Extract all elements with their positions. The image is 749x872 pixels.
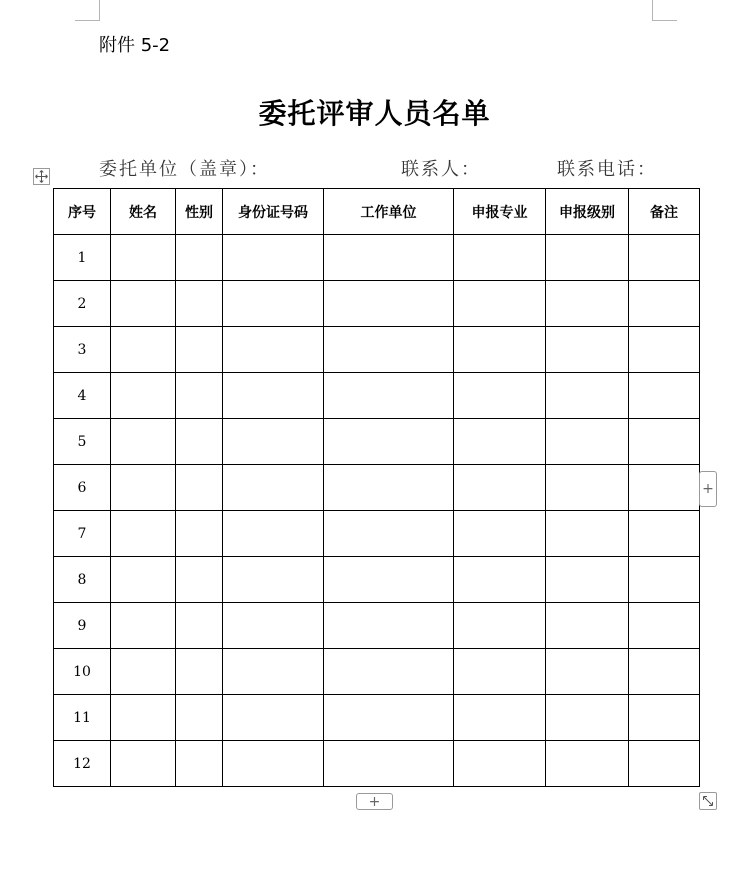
table-row [54, 557, 700, 603]
name-cell[interactable] [111, 695, 176, 741]
remarks-cell[interactable] [629, 465, 700, 511]
specialty-cell[interactable] [454, 649, 546, 695]
serial-number-cell: 9 [54, 603, 111, 649]
gender-cell[interactable] [176, 557, 223, 603]
id-number-cell[interactable] [223, 741, 324, 787]
gender-cell[interactable] [176, 649, 223, 695]
table-row [54, 603, 700, 649]
serial-number-cell: 12 [54, 741, 111, 787]
specialty-cell[interactable] [454, 373, 546, 419]
table-row [54, 511, 700, 557]
gender-cell[interactable] [176, 419, 223, 465]
gender-cell[interactable] [176, 741, 223, 787]
gender-cell[interactable] [176, 327, 223, 373]
serial-number-cell: 5 [54, 419, 111, 465]
page-corner-mark-right [652, 0, 677, 21]
work-unit-cell[interactable] [324, 373, 454, 419]
remarks-cell[interactable] [629, 557, 700, 603]
specialty-cell[interactable] [454, 281, 546, 327]
header-gender: 性别 [176, 189, 223, 235]
id-number-cell[interactable] [223, 327, 324, 373]
id-number-cell[interactable] [223, 557, 324, 603]
level-cell[interactable] [546, 741, 629, 787]
id-number-cell[interactable] [223, 419, 324, 465]
name-cell[interactable] [111, 419, 176, 465]
header-remarks: 备注 [629, 189, 700, 235]
work-unit-cell[interactable] [324, 327, 454, 373]
remarks-cell[interactable] [629, 373, 700, 419]
header-declared-level: 申报级别 [546, 189, 629, 235]
work-unit-cell[interactable] [324, 741, 454, 787]
remarks-cell[interactable] [629, 649, 700, 695]
level-cell[interactable] [546, 695, 629, 741]
level-cell[interactable] [546, 373, 629, 419]
name-cell[interactable] [111, 603, 176, 649]
specialty-cell[interactable] [454, 695, 546, 741]
specialty-cell[interactable] [454, 603, 546, 649]
table-resize-handle[interactable] [699, 792, 717, 810]
level-cell[interactable] [546, 511, 629, 557]
remarks-cell[interactable] [629, 281, 700, 327]
table-move-handle[interactable] [33, 168, 50, 185]
gender-cell[interactable] [176, 465, 223, 511]
specialty-cell[interactable] [454, 557, 546, 603]
serial-number-cell: 3 [54, 327, 111, 373]
header-name: 姓名 [111, 189, 176, 235]
specialty-cell[interactable] [454, 741, 546, 787]
level-cell[interactable] [546, 327, 629, 373]
table-row [54, 327, 700, 373]
gender-cell[interactable] [176, 235, 223, 281]
serial-number-cell: 4 [54, 373, 111, 419]
gender-cell[interactable] [176, 373, 223, 419]
specialty-cell[interactable] [454, 465, 546, 511]
serial-number-cell: 2 [54, 281, 111, 327]
name-cell[interactable] [111, 557, 176, 603]
serial-number-cell: 10 [54, 649, 111, 695]
remarks-cell[interactable] [629, 695, 700, 741]
id-number-cell[interactable] [223, 373, 324, 419]
header-declared-specialty: 申报专业 [454, 189, 546, 235]
table-row [54, 373, 700, 419]
move-arrows-icon [35, 170, 48, 183]
id-number-cell[interactable] [223, 235, 324, 281]
serial-number-cell: 1 [54, 235, 111, 281]
remarks-cell[interactable] [629, 511, 700, 557]
id-number-cell[interactable] [223, 465, 324, 511]
gender-cell[interactable] [176, 511, 223, 557]
work-unit-cell[interactable] [324, 557, 454, 603]
table-row [54, 741, 700, 787]
name-cell[interactable] [111, 741, 176, 787]
level-cell[interactable] [546, 649, 629, 695]
diagonal-resize-icon [702, 795, 714, 807]
serial-number-cell: 7 [54, 511, 111, 557]
entrusting-unit-label: 委托单位（盖章）： [99, 159, 270, 180]
gender-cell[interactable] [176, 603, 223, 649]
id-number-cell[interactable] [223, 511, 324, 557]
table-row [54, 419, 700, 465]
header-serial-number: 序号 [54, 189, 111, 235]
specialty-cell[interactable] [454, 419, 546, 465]
work-unit-cell[interactable] [324, 603, 454, 649]
contact-phone-label: 联系电话： [557, 159, 657, 180]
id-number-cell[interactable] [223, 649, 324, 695]
serial-number-cell: 6 [54, 465, 111, 511]
add-column-button[interactable]: + [699, 471, 717, 507]
level-cell[interactable] [546, 419, 629, 465]
work-unit-cell[interactable] [324, 465, 454, 511]
specialty-cell[interactable] [454, 511, 546, 557]
name-cell[interactable] [111, 511, 176, 557]
work-unit-cell[interactable] [324, 511, 454, 557]
serial-number-cell: 8 [54, 557, 111, 603]
work-unit-cell[interactable] [324, 235, 454, 281]
work-unit-cell[interactable] [324, 281, 454, 327]
header-work-unit: 工作单位 [324, 189, 454, 235]
name-cell[interactable] [111, 327, 176, 373]
serial-number-cell: 11 [54, 695, 111, 741]
personnel-table [53, 188, 700, 787]
add-row-button[interactable]: + [356, 793, 393, 810]
remarks-cell[interactable] [629, 741, 700, 787]
level-cell[interactable] [546, 465, 629, 511]
gender-cell[interactable] [176, 695, 223, 741]
level-cell[interactable] [546, 281, 629, 327]
remarks-cell[interactable] [629, 419, 700, 465]
level-cell[interactable] [546, 557, 629, 603]
specialty-cell[interactable] [454, 327, 546, 373]
specialty-cell[interactable] [454, 235, 546, 281]
remarks-cell[interactable] [629, 235, 700, 281]
header-id-number: 身份证号码 [223, 189, 324, 235]
gender-cell[interactable] [176, 281, 223, 327]
id-number-cell[interactable] [223, 695, 324, 741]
table-row [54, 649, 700, 695]
name-cell[interactable] [111, 373, 176, 419]
name-cell[interactable] [111, 465, 176, 511]
document-title: 委托评审人员名单 [258, 97, 491, 130]
remarks-cell[interactable] [629, 327, 700, 373]
table-header-row [54, 189, 700, 235]
name-cell[interactable] [111, 235, 176, 281]
remarks-cell[interactable] [629, 603, 700, 649]
contact-person-label: 联系人： [401, 159, 481, 180]
id-number-cell[interactable] [223, 281, 324, 327]
name-cell[interactable] [111, 281, 176, 327]
work-unit-cell[interactable] [324, 649, 454, 695]
work-unit-cell[interactable] [324, 695, 454, 741]
level-cell[interactable] [546, 603, 629, 649]
work-unit-cell[interactable] [324, 419, 454, 465]
attachment-label: 附件 5-2 [99, 35, 171, 56]
name-cell[interactable] [111, 649, 176, 695]
table-row [54, 235, 700, 281]
table-row [54, 695, 700, 741]
level-cell[interactable] [546, 235, 629, 281]
table-row [54, 465, 700, 511]
table-row [54, 281, 700, 327]
page-corner-mark-left [75, 0, 100, 21]
id-number-cell[interactable] [223, 603, 324, 649]
